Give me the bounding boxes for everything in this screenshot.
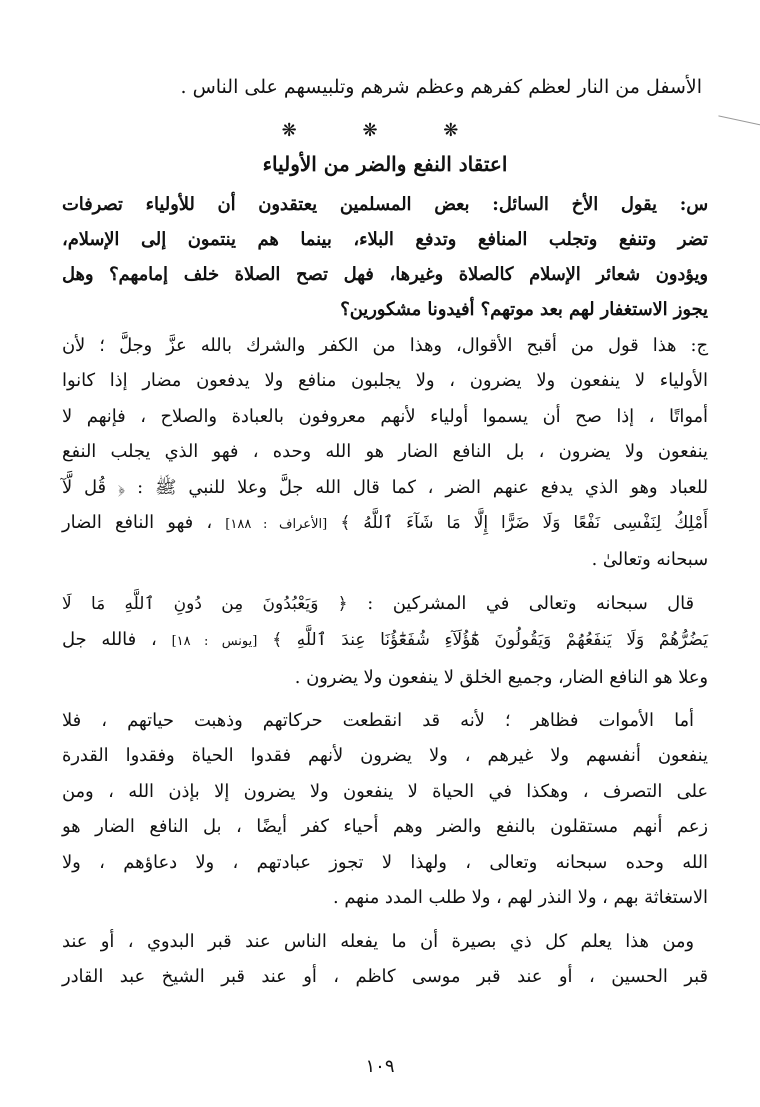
paragraph-lead: قال سبحانه وتعالى في المشركين :: [367, 592, 695, 614]
paragraph-line: أما الأموات فظاهر ؛ لأنه قد انقطعت حركاتهم وذهبت حياتهم ، فلا: [62, 710, 694, 732]
answer-line: للعباد وهو الذي يدفع عنهم الضر ، كما قال الله جلَّ وعلا للنبي ﷺ : ﴿ قُل لَّآ: [62, 476, 708, 498]
quran-verse: يَضُرُّهُمْ وَلَا يَنفَعُهُمْ وَيَقُولُونَ هَٰٓؤُلَآءِ شُفَعَٰٓؤُنَا عِندَ ٱللَّهِ ﴾: [272, 630, 708, 651]
verse-reference: [الأعراف : ١٨٨]: [225, 517, 328, 533]
paragraph-line: [62, 622, 708, 659]
paragraph-line: قبر الحسين ، أو عند قبر موسى كاظم ، أو عند قبر الشيخ عبد القادر: [62, 965, 708, 987]
quran-verse: أَمْلِكُ لِنَفْسِى نَفْعًا وَلَا ضَرًّا إِلَّا مَا شَآءَ ٱللَّهُ ﴾: [340, 513, 709, 534]
question-line: ويؤدون شعائر الإسلام كالصلاة وغيرها، فهل تصح الصلاة خلف إمامهم؟ وهل: [62, 264, 708, 285]
verse-reference: [يونس : ١٨]: [171, 634, 258, 650]
answer-line: ج: هذا قول من أقبح الأقوال، وهذا من الكفر والشرك بالله عزَّ وجلَّ ؛ لأن: [62, 335, 708, 356]
answer-line-quran: [62, 505, 708, 542]
page-number: ١٠٩: [365, 1056, 395, 1077]
paragraph-line: زعم أنهم مستقلون بالنفع والضر وهم أحياء كفر أيضًا ، بل النافع الضار هو: [62, 816, 708, 838]
question-block: [62, 187, 708, 327]
intro-line: الأسفل من النار لعظم كفرهم وعظم شرهم وتلبيسهم على الناس .: [180, 76, 702, 98]
answer-line: أمواتًا ، إذا صح أن يسموا أولياء لأنهم معروفون بالعبادة والصلاح ، فإنهم لا: [62, 405, 708, 427]
answer-line: ينفعون ولا يضرون ، بل النافع الضار هو الله وحده ، فهو الذي يجلب النفع: [62, 441, 708, 463]
question-line: تضر وتنفع وتجلب المنافع وتدفع البلاء، بينما هم ينتمون إلى الإسلام،: [62, 229, 708, 250]
paragraph-line: وعلا هو النافع الضار، وجميع الخلق لا ينفعون ولا يضرون .: [294, 666, 708, 688]
paragraph-line: ينفعون أنفسهم ولا غيرهم ، ولا يضرون لأنهم فقدوا الحياة وفقدوا القدرة: [62, 745, 708, 767]
page-edge-mark: [718, 115, 760, 125]
paragraph-amwat: [62, 703, 708, 915]
answer-line-tail: ، فهو النافع الضار: [62, 512, 213, 534]
answer-line: الأولياء لا ينفعون ولا يضرون ، ولا يجلبون منافع ولا يدفعون مضار إذا كانوا: [62, 370, 708, 392]
separator-stars: ❋ ❋ ❋: [281, 120, 489, 141]
section-title: اعتقاد النفع والضر من الأولياء: [262, 152, 508, 176]
paragraph-graves: [62, 924, 708, 995]
paragraph-line: على التصرف ، وهكذا في الحياة لا ينفعون ولا يضرون إلا بإذن الله ، ومن: [62, 780, 708, 802]
paragraph-mushrikin: [62, 586, 708, 695]
question-line: س: يقول الأخ السائل: بعض المسلمين يعتقدون أن للأولياء تصرفات: [62, 194, 708, 215]
paragraph-line-tail: ، فالله جل: [62, 629, 157, 651]
question-line: يجوز الاستغفار لهم بعد موتهم؟ أفيدونا مشكورين؟: [340, 299, 708, 320]
paragraph-line: ومن هذا يعلم كل ذي بصيرة أن ما يفعله الناس عند قبر البدوي ، أو عند: [62, 930, 694, 952]
paragraph-line: [62, 586, 708, 622]
answer-line: سبحانه وتعالىٰ .: [591, 549, 708, 571]
paragraph-line: الله وحده سبحانه وتعالى ، ولهذا لا تجوز عبادتهم ، ولا دعاؤهم ، ولا: [62, 851, 708, 873]
paragraph-line: الاستغاثة بهم ، ولا النذر لهم ، ولا طلب المدد منهم .: [333, 887, 708, 909]
answer-block: [62, 328, 708, 578]
quran-verse: ﴿ وَيَعْبُدُونَ مِن دُونِ ٱللَّهِ مَا لَا: [62, 593, 348, 614]
